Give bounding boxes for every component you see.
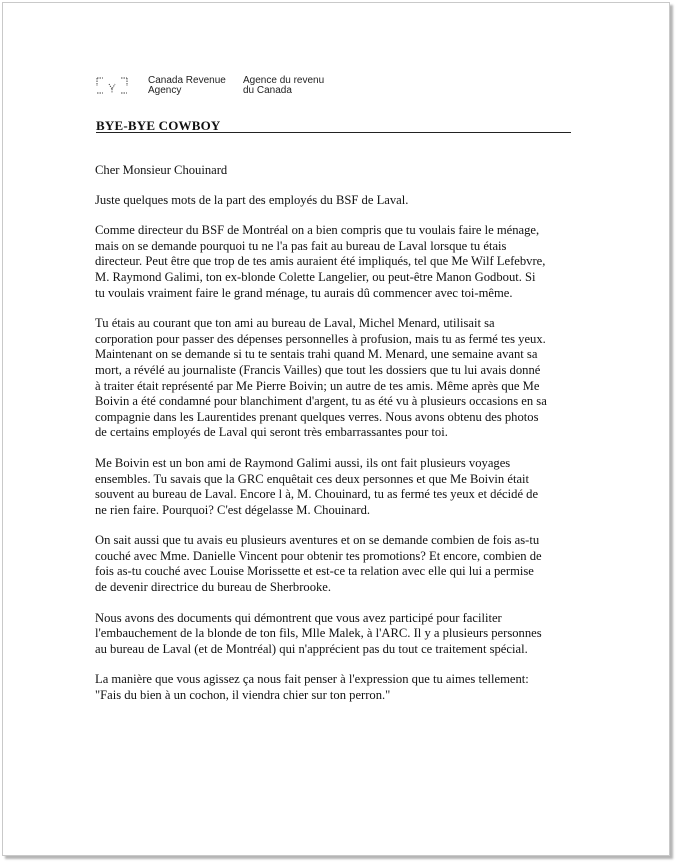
paragraph <box>95 533 575 595</box>
paragraph-line: corporation pour passer des dépenses personnelles à profusion, mais tu as fermé tes yeux. <box>95 331 546 346</box>
paragraph-line: de certains employés de Laval qui seront très embarrassantes pour toi. <box>95 425 448 440</box>
paragraph-line: souvent au bureau de Laval. Encore l à, M. Chouinard, tu as fermé tes yeux et décidé de <box>95 487 539 502</box>
title-divider <box>96 132 571 133</box>
paragraph-line: La manière que vous agissez ça nous fait penser à l'expression que tu aimes tellement: <box>95 672 529 687</box>
paragraph-line: l'embauchement de la blonde de ton fils, Mlle Malek, à l'ARC. Il y a plusieurs personnes <box>95 626 542 641</box>
paragraph-line: ensembles. Tu savais que la GRC enquêtait ces deux personnes et que Me Boivin était <box>95 471 530 486</box>
paragraph-line: Comme directeur du BSF de Montréal on a bien compris que tu voulais faire le ménage, <box>95 223 540 238</box>
paragraph-list <box>95 193 575 704</box>
paragraph-line: On sait aussi que tu avais eu plusieurs aventures et on se demande combien de fois as-tu <box>95 533 540 548</box>
paragraph-line: couché avec Mme. Danielle Vincent pour obtenir tes promotions? Et encore, combien de <box>95 548 542 563</box>
paragraph <box>95 611 575 658</box>
paragraph-line: de devenir directrice du bureau de Sherbrooke. <box>95 580 332 595</box>
paragraph-line: Maintenant on se demande si tu te sentais trahi quand M. Menard, une semaine avant sa <box>95 347 538 362</box>
paragraph-line: "Fais du bien à un cochon, il viendra chier sur ton perron." <box>95 688 391 703</box>
paragraph-line: Tu étais au courant que ton ami au bureau de Laval, Michel Menard, utilisait sa <box>95 316 495 331</box>
paragraph-line: Boivin a été condamné pour blanchiment d'argent, tu as été vu à plusieurs occasions en sa <box>95 394 547 409</box>
paragraph-line: tu voulais vraiment faire le grand ménage, tu aurais dû commencer avec toi-même. <box>95 285 513 300</box>
paragraph-line: directeur. Peut être que trop de tes amis auraient été impliqués, tel que Me Wilf Lefebvre, <box>95 254 546 269</box>
paragraph-line: Me Boivin est un bon ami de Raymond Galimi aussi, ils ont fait plusieurs voyages <box>95 455 511 470</box>
paragraph <box>95 316 575 441</box>
letter-body <box>95 163 575 719</box>
agency-en-line-2: Agency <box>148 85 182 96</box>
salutation: Cher Monsieur Chouinard <box>95 163 228 177</box>
paragraph-line: M. Raymond Galimi, ton ex-blonde Colette Langelier, ou peut-être Manon Godbout. Si <box>95 269 536 284</box>
letter-title: BYE-BYE COWBOY <box>96 118 221 133</box>
agency-fr-line-1: Agence du revenu <box>243 75 325 86</box>
agency-name-french <box>243 76 343 96</box>
paragraph-line: Juste quelques mots de la part des employés du BSF de Laval. <box>95 192 409 207</box>
paragraph <box>95 223 575 301</box>
agency-name-english <box>148 76 238 96</box>
paragraph-line: Nous avons des documents qui démontrent que vous avez participé pour faciliter <box>95 610 502 625</box>
paragraph-line: compagnie dans les Laurentides prenant quelques verres. Nous avons obtenu des photos <box>95 409 539 424</box>
paragraph-line: mort, a révélé au journaliste (Francis Vailles) que tout les dossiers que tu lui avais donné <box>95 362 541 377</box>
canada-wordmark-logo-icon <box>95 76 135 100</box>
paragraph-line: mais on se demande pourquoi tu ne l'a pas fait au bureau de Laval lorsque tu étais <box>95 238 507 253</box>
paragraph-line: à traiter était représenté par Me Pierre Boivin; un autre de tes amis. Même après que Me <box>95 378 540 393</box>
paragraph-line: fois as-tu couché avec Louise Morissette et est-ce ta relation avec elle qui lui a permise <box>95 564 534 579</box>
agency-fr-line-2: du Canada <box>243 85 292 96</box>
paragraph-line: ne rien faire. Pourquoi? C'est dégelasse M. Chouinard. <box>95 502 371 517</box>
agency-en-line-1: Canada Revenue <box>148 75 226 86</box>
paragraph-line: au bureau de Laval (et de Montréal) qui n'apprécient pas du tout ce traitement spécial. <box>95 641 528 656</box>
paragraph <box>95 193 575 209</box>
paragraph <box>95 456 575 518</box>
paragraph <box>95 672 575 703</box>
